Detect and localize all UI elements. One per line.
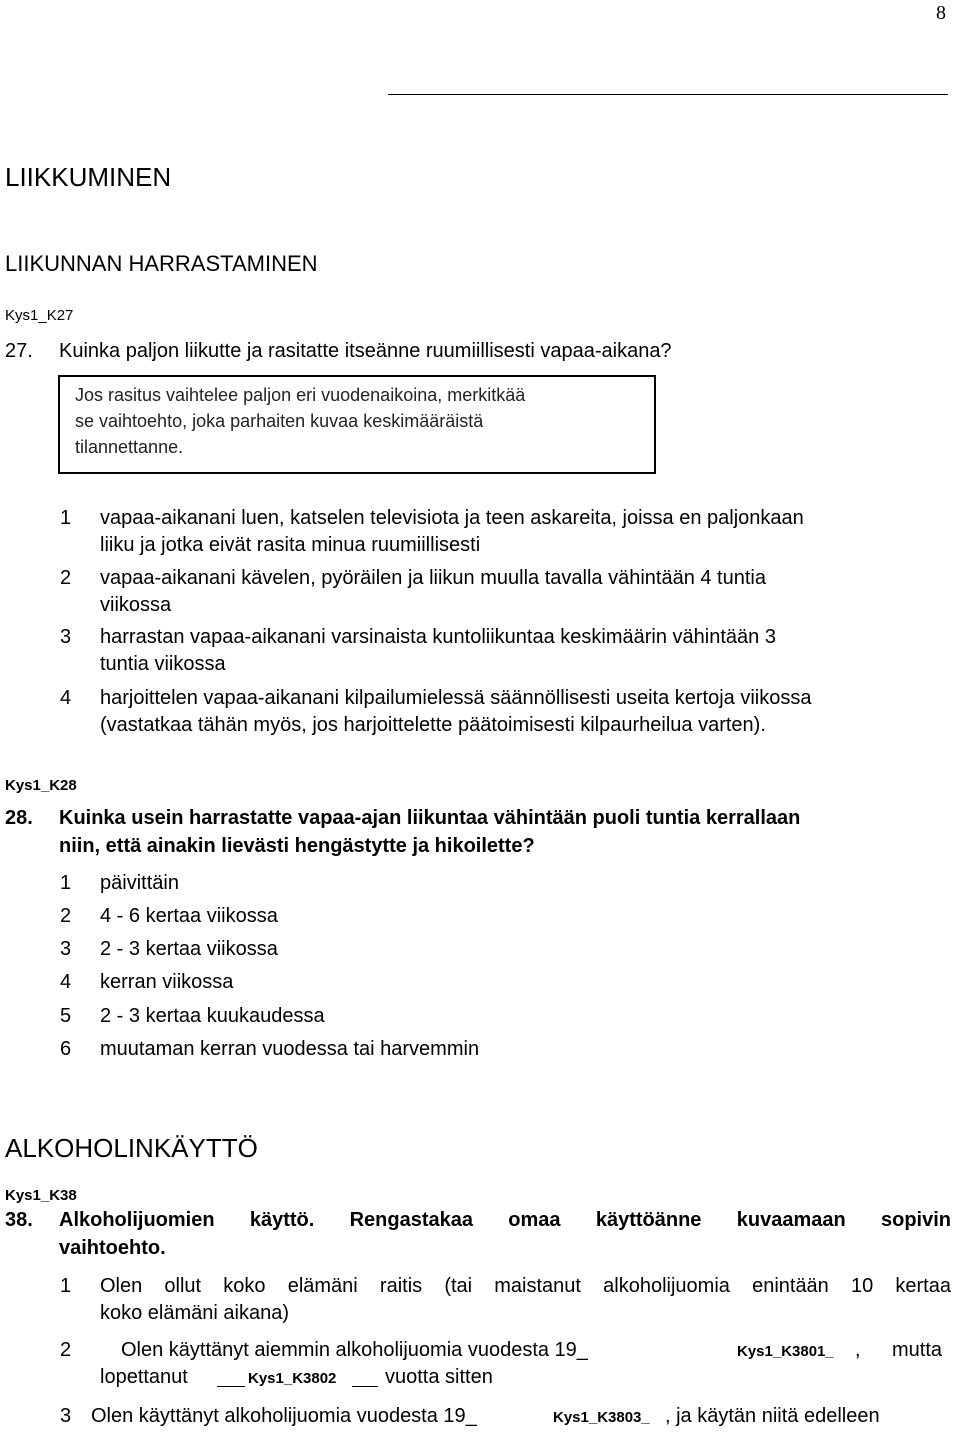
- question-code: Kys1_K38: [5, 1187, 77, 1204]
- option-text: vapaa-aikanani kävelen, pyöräilen ja liikun muulla tavalla vähintään 4 tuntia: [100, 567, 766, 589]
- section-title-alkoholinkaytto: ALKOHOLINKÄYTTÖ: [5, 1133, 258, 1163]
- variable-code: Kys1_K3802: [248, 1370, 337, 1387]
- question-code: Kys1_K28: [5, 777, 77, 794]
- option-text: muutaman kerran vuodessa tai harvemmin: [100, 1038, 480, 1060]
- option-text: (vastatkaa tähän myös, jos harjoittelette päätoimisesti kilpaurheilua varten).: [100, 714, 766, 736]
- option-text: harrastan vapaa-aikanani varsinaista kuntoliikuntaa keskimäärin vähintään 3: [100, 626, 776, 648]
- instruction-line: se vaihtoehto, joka parhaiten kuvaa keskimääräistä: [75, 411, 484, 431]
- option-text: liiku ja jotka eivät rasita minua ruumiillisesti: [100, 534, 481, 556]
- instruction-line: Jos rasitus vaihtelee paljon eri vuodenaikoina, merkitkää: [75, 385, 526, 405]
- option-number[interactable]: 1: [60, 1275, 72, 1297]
- option-text: harjoittelen vapaa-aikanani kilpailumielessä säännöllisesti useita kertoja viikossa: [100, 687, 812, 709]
- question-text: Alkoholijuomien käyttö. Rengastakaa omaa käyttöänne kuvaamaan sopivin: [59, 1209, 951, 1231]
- option-number[interactable]: 3: [60, 1405, 72, 1427]
- option-text: vuotta sitten: [385, 1366, 493, 1388]
- option-text: , ja käytän niitä edelleen: [665, 1405, 880, 1427]
- question-text: Kuinka paljon liikutte ja rasitatte itseänne ruumiillisesti vapaa-aikana?: [59, 340, 672, 362]
- option-text: 2 - 3 kertaa viikossa: [100, 938, 278, 960]
- question-number: 28.: [5, 807, 33, 829]
- question-number: 38.: [5, 1209, 33, 1231]
- option-number[interactable]: 1: [60, 507, 72, 529]
- blank-line: [217, 1386, 245, 1387]
- option-number[interactable]: 3: [60, 626, 72, 648]
- option-text: lopettanut: [100, 1366, 188, 1388]
- option-text: Olen käyttänyt alkoholijuomia vuodesta 19_: [91, 1405, 477, 1427]
- header-rule: [388, 94, 948, 95]
- question-code: Kys1_K27: [5, 307, 74, 324]
- section-subtitle: LIIKUNNAN HARRASTAMINEN: [5, 251, 318, 276]
- question-text: vaihtoehto.: [59, 1237, 166, 1259]
- option-text: Olen käyttänyt aiemmin alkoholijuomia vuodesta 19_: [121, 1339, 588, 1361]
- option-text: vapaa-aikanani luen, katselen televisiota ja teen askareita, joissa en paljonkaan: [100, 507, 804, 529]
- variable-code: Kys1_K3803_: [553, 1409, 650, 1426]
- option-number[interactable]: 4: [60, 971, 72, 993]
- option-text: Olen ollut koko elämäni raitis (tai maistanut alkoholijuomia enintään 10 kertaa: [100, 1275, 951, 1297]
- blank-line: [352, 1386, 378, 1387]
- option-number[interactable]: 3: [60, 938, 72, 960]
- question-text: Kuinka usein harrastatte vapaa-ajan liikuntaa vähintään puoli tuntia kerrallaan: [59, 807, 801, 829]
- option-text: tuntia viikossa: [100, 653, 226, 675]
- option-text: ,: [855, 1339, 861, 1361]
- instruction-line: tilannettanne.: [75, 437, 184, 457]
- option-text: 4 - 6 kertaa viikossa: [100, 905, 278, 927]
- option-number[interactable]: 2: [60, 905, 72, 927]
- option-text: viikossa: [100, 594, 172, 616]
- option-text: mutta: [892, 1339, 943, 1361]
- option-number[interactable]: 6: [60, 1038, 72, 1060]
- section-title-liikkuminen: LIIKKUMINEN: [5, 162, 172, 192]
- option-text: päivittäin: [100, 872, 179, 894]
- option-number[interactable]: 5: [60, 1005, 72, 1027]
- page-number: 8: [936, 2, 946, 24]
- variable-code: Kys1_K3801_: [737, 1343, 834, 1360]
- option-number[interactable]: 1: [60, 872, 72, 894]
- option-number[interactable]: 4: [60, 687, 72, 709]
- option-text: 2 - 3 kertaa kuukaudessa: [100, 1005, 325, 1027]
- question-number: 27.: [5, 340, 33, 362]
- option-text: kerran viikossa: [100, 971, 234, 993]
- question-text: niin, että ainakin lievästi hengästytte ja hikoilette?: [59, 835, 535, 857]
- option-text: koko elämäni aikana): [100, 1302, 289, 1324]
- option-number[interactable]: 2: [60, 1339, 72, 1361]
- option-number[interactable]: 2: [60, 567, 72, 589]
